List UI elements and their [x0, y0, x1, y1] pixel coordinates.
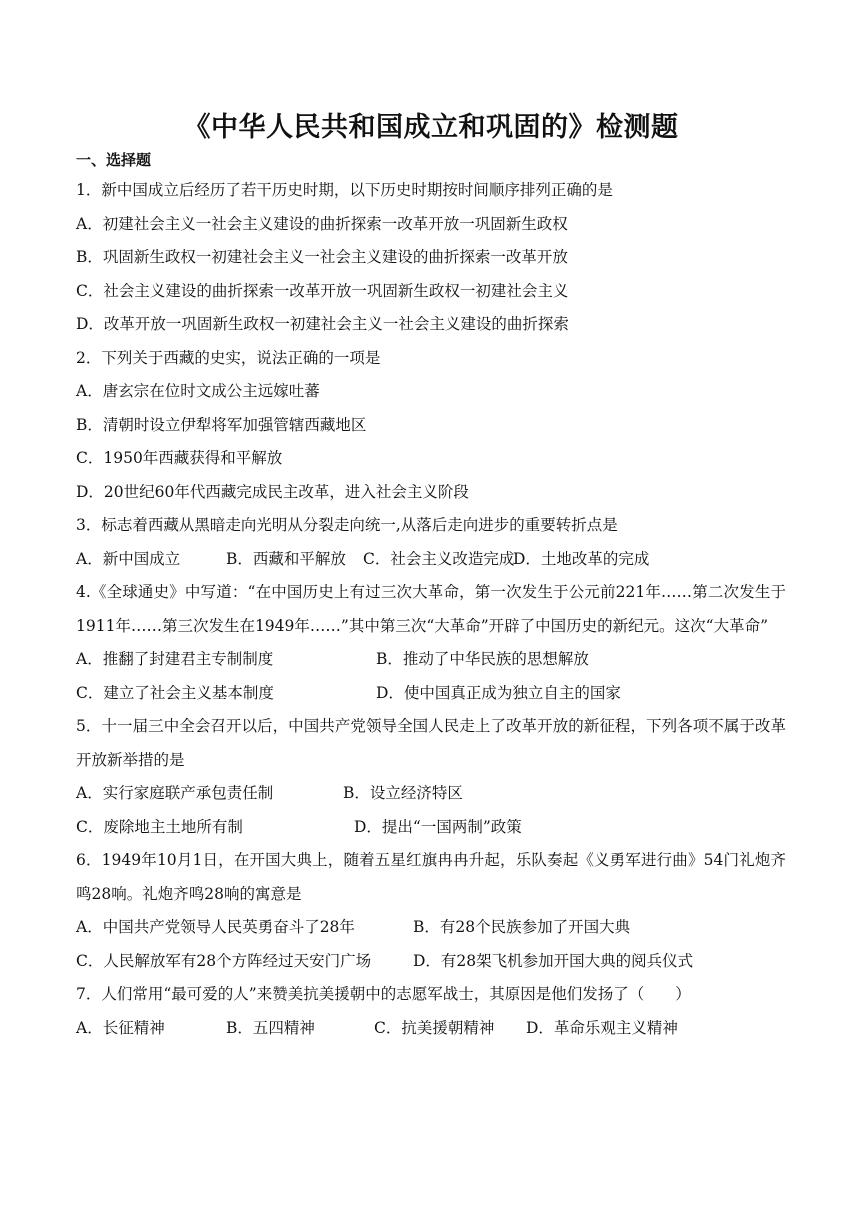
question-2-option-c: C．1950年西藏获得和平解放 — [76, 449, 283, 467]
question-2 — [76, 342, 786, 510]
question-3-option-a: A．新中国成立 — [76, 549, 181, 568]
question-2-option-b: B．清朝时设立伊犁将军加强管辖西藏地区 — [76, 415, 367, 434]
question-3-option-d: D．土地改革的完成 — [513, 549, 650, 568]
question-7 — [76, 978, 786, 1045]
question-7-option-d: D．革命乐观主义精神 — [526, 1018, 678, 1037]
question-2-stem: 2．下列关于西藏的史实，说法正确的一项是 — [76, 348, 381, 367]
question-1-option-b: B．巩固新生政权一初建社会主义一社会主义建设的曲折探索一改革开放 — [76, 248, 568, 266]
question-4-options-row-1 — [76, 643, 786, 677]
worksheet-page — [76, 110, 786, 1045]
question-7-options — [76, 1012, 786, 1046]
question-6 — [76, 844, 786, 978]
question-5-stem: 5．十一届三中全会召开以后，中国共产党领导全国人民走上了改革开放的新征程，下列各项不属于改革开放新举措的是 — [76, 717, 786, 769]
question-6-option-b: B．有28个民族参加了开国大典 — [413, 918, 631, 936]
question-3-option-c: C．社会主义改造完成 — [363, 549, 515, 568]
question-4-option-a: A．推翻了封建君主专制制度 — [76, 650, 274, 668]
question-2-option-a: A．唐玄宗在位时文成公主远嫁吐蕃 — [76, 382, 320, 400]
question-5-options-row-2 — [76, 811, 786, 845]
question-7-option-a: A．长征精神 — [76, 1018, 165, 1037]
question-5-options-row-1 — [76, 777, 786, 811]
section-heading: 一、选择题 — [76, 151, 152, 169]
question-6-option-a: A．中国共产党领导人民英勇奋斗了28年 — [76, 918, 355, 936]
question-4-option-b: B．推动了中华民族的思想解放 — [376, 650, 589, 668]
question-3-option-b: B．西藏和平解放 — [226, 549, 346, 568]
question-1-option-a: A．初建社会主义一社会主义建设的曲折探索一改革开放一巩固新生政权 — [76, 214, 568, 233]
question-3 — [76, 509, 786, 576]
question-4-option-c: C．建立了社会主义基本制度 — [76, 683, 274, 702]
question-5-option-b: B．设立经济特区 — [343, 784, 463, 802]
question-6-option-c: C．人民解放军有28个方阵经过天安门广场 — [76, 951, 372, 970]
question-6-stem: 6．1949年10月1日，在开国大典上，随着五星红旗冉冉升起，乐队奏起《义勇军进行曲》54门礼炮齐鸣28响。礼炮齐鸣28响的寓意是 — [76, 851, 786, 903]
question-4-option-d: D．使中国真正成为独立自主的国家 — [376, 683, 621, 702]
question-1-option-d: D．改革开放一巩固新生政权一初建社会主义一社会主义建设的曲折探索 — [76, 315, 569, 333]
question-7-option-b: B．五四精神 — [226, 1018, 315, 1037]
question-6-option-d: D．有28架飞机参加开国大典的阅兵仪式 — [413, 951, 694, 970]
question-1-option-c: C．社会主义建设的曲折探索一改革开放一巩固新生政权一初建社会主义 — [76, 281, 569, 300]
question-3-stem: 3．标志着西藏从黑暗走向光明从分裂走向统一,从落后走向进步的重要转折点是 — [76, 516, 618, 534]
question-5 — [76, 710, 786, 844]
question-5-option-c: C．废除地主土地所有制 — [76, 817, 243, 836]
question-3-options — [76, 543, 786, 577]
question-5-option-d: D．提出“一国两制”政策 — [354, 817, 522, 836]
question-5-option-a: A．实行家庭联产承包责任制 — [76, 784, 274, 802]
question-4-stem: 4.《全球通史》中写道：“在中国历史上有过三次大革命，第一次发生于公元前221年……第二次发生于1911年……第三次发生在1949年……”其中第三次“大革命”开辟了中国历史的新纪元。这次“大革命” — [76, 583, 786, 635]
question-2-option-d: D．20世纪60年代西藏完成民主改革，进入社会主义阶段 — [76, 482, 469, 501]
question-7-option-c: C．抗美援朝精神 — [374, 1018, 495, 1037]
document-title: 《中华人民共和国成立和巩固的》检测题 — [183, 112, 679, 143]
question-1-stem: 1．新中国成立后经历了若干历史时期，以下历史时期按时间顺序排列正确的是 — [76, 181, 613, 199]
question-7-stem: 7．人们常用“最可爱的人”来赞美抗美援朝中的志愿军战士，其原因是他们发扬了（ ） — [76, 985, 691, 1003]
question-6-options-row-1 — [76, 911, 786, 945]
question-6-options-row-2 — [76, 945, 786, 979]
question-4 — [76, 576, 786, 710]
question-4-options-row-2 — [76, 677, 786, 711]
question-1 — [76, 174, 786, 342]
